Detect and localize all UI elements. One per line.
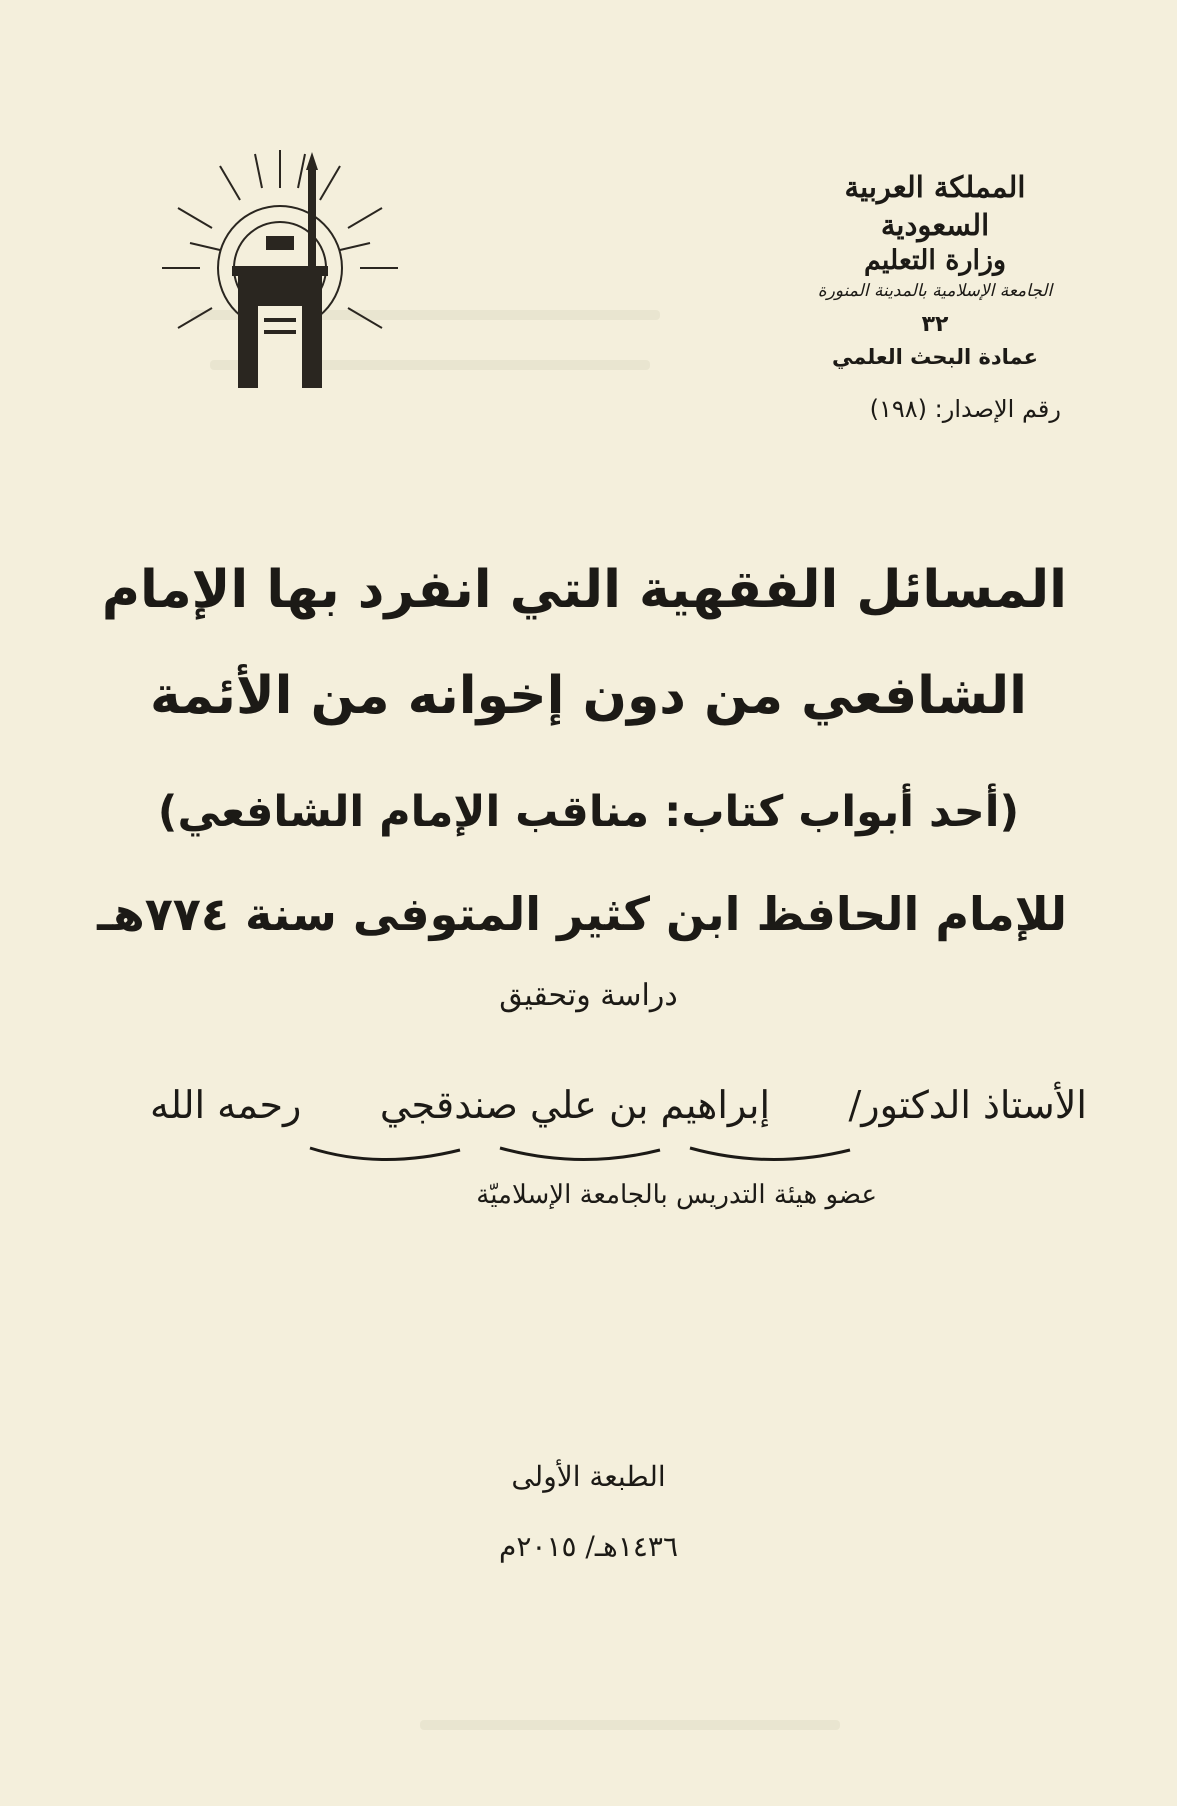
university-emblem-icon [160, 148, 400, 388]
book-title-line1: المسائل الفقهية التي انفرد بها الإمام [101, 560, 1067, 620]
original-author-line: للإمام الحافظ ابن كثير المتوفى سنة ٧٧٤هـ [97, 887, 1067, 941]
editor-affiliation: عضو هيئة التدريس بالجامعة الإسلاميّة [476, 1180, 877, 1210]
editor-suffix: رحمه الله [150, 1083, 302, 1127]
series-number: ٣٢ [921, 312, 949, 337]
ministry-name: وزارة التعليم [863, 245, 1007, 276]
publication-date: ١٤٣٦هـ/ ٢٠١٥م [499, 1530, 678, 1563]
book-subtitle: (أحد أبواب كتاب: مناقب الإمام الشافعي) [157, 787, 1020, 837]
deanship-name: عمادة البحث العلمي [832, 345, 1038, 369]
editor-name [150, 1083, 1087, 1127]
issue-number: رقم الإصدار: (١٩٨) [869, 395, 1061, 423]
show-through [420, 1720, 840, 1730]
calligraphy-swash [300, 1140, 860, 1170]
study-label: دراسة وتحقيق [499, 978, 678, 1013]
book-title-line2: الشافعي من دون إخوانه من الأئمة [150, 666, 1027, 726]
institution-block [805, 168, 1065, 372]
university-name: الجامعة الإسلامية بالمدينة المنورة [817, 281, 1053, 301]
editor-fullname: إبراهيم بن علي صندقجي [379, 1083, 770, 1127]
editor-title: الأستاذ الدكتور/ [848, 1083, 1087, 1127]
edition-label: الطبعة الأولى [511, 1460, 666, 1493]
kingdom-name: المملكة العربية السعودية [844, 170, 1026, 242]
